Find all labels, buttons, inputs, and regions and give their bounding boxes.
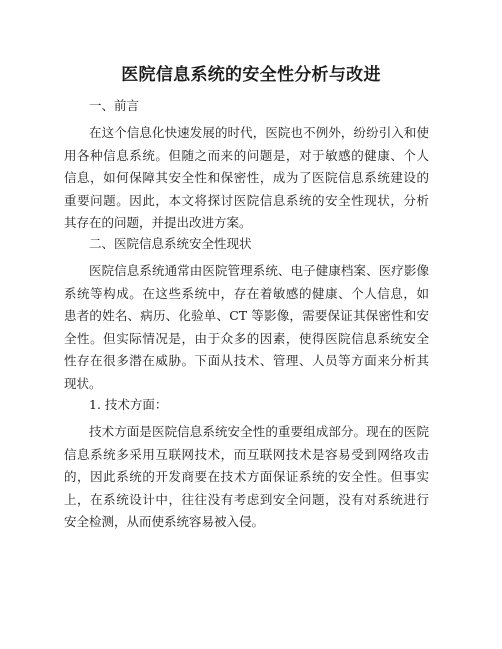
paragraph-line: 的，因此系统的开发商要在技术方面保证系统的安全性。但事实: [64, 469, 429, 484]
paragraph-line: 信息，如何保障其安全性和保密性，成为了医院信息系统建设的: [64, 170, 429, 185]
paragraph-line: 医院信息系统通常由医院管理系统、电子健康档案、医疗影像: [89, 263, 429, 278]
paragraph-line: 信息系统多采用互联网技术，而互联网技术是容易受到网络攻击: [64, 446, 429, 462]
paragraph-line: 用各种信息系统。但随之而来的问题是，对于敏感的健康、个人: [64, 147, 429, 163]
section-paragraph-status: [64, 260, 429, 395]
document-title: 医院信息系统的安全性分析与改进: [121, 65, 381, 85]
paragraph-line: 重要问题。因此，本文将探讨医院信息系统的安全性现状，分析: [64, 192, 429, 208]
paragraph-line: 现状。: [64, 375, 102, 391]
paragraph-line: 上，在系统设计中，往往没有考虑到安全问题，没有对系统进行: [64, 491, 429, 507]
section-paragraph-intro: [64, 122, 429, 235]
subsection-heading-technology: 1. 技术方面：: [89, 397, 168, 412]
paragraph-line: 患者的姓名、病历、化验单、CT 等影像，需要保证其保密性和安: [64, 308, 429, 323]
section-heading-intro: 一、前言: [89, 98, 140, 113]
paragraph-line: 系统等构成。在这些系统中，存在着敏感的健康、个人信息，如: [64, 285, 429, 301]
paragraph-line: 其存在的问题，并提出改进方案。: [64, 215, 252, 230]
section-heading-status: 二、医院信息系统安全性现状: [89, 236, 252, 251]
subsection-paragraph-technology: [64, 421, 429, 534]
paragraph-line: 性存在很多潜在威胁。下面从技术、管理、人员等方面来分析其: [64, 353, 429, 368]
paragraph-line: 技术方面是医院信息系统安全性的重要组成部分。现在的医院: [89, 424, 429, 439]
paragraph-line: 在这个信息化快速发展的时代，医院也不例外，纷纷引入和使: [89, 125, 429, 140]
paragraph-line: 全性。但实际情况是，由于众多的因素，使得医院信息系统安全: [64, 330, 429, 346]
paragraph-line: 安全检测，从而使系统容易被入侵。: [64, 514, 265, 529]
